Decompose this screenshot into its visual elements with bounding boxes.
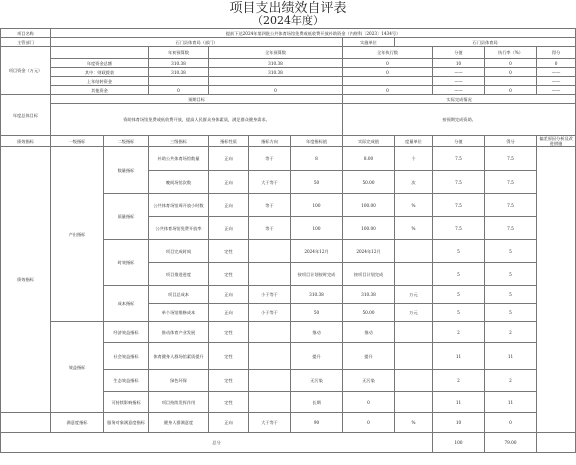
ind-unit	[395, 240, 433, 263]
ind-target: 50	[291, 171, 343, 194]
ind-actual: 按项目计划完成	[343, 263, 395, 286]
ind-weight: 5	[433, 304, 485, 322]
ind-l2-quality: 质量指标	[104, 194, 149, 240]
ind-score: 11	[485, 392, 537, 413]
indicator-row	[1, 413, 576, 433]
ind-actual: 50.00	[343, 304, 395, 322]
funds-weight: ——	[433, 77, 485, 86]
total-weight: 100	[433, 433, 485, 453]
ind-nature: 定性	[209, 240, 249, 263]
ind-score: 11	[485, 343, 537, 370]
funds-header-weight: 分值	[433, 47, 485, 59]
total-label: 总分	[1, 433, 433, 453]
ind-score: 5	[485, 304, 537, 322]
ind-weight: 5	[433, 240, 485, 263]
project-name-label: 项目名称	[1, 29, 51, 38]
ind-unit: 个	[395, 147, 433, 171]
impl-value: 石门县体育局	[395, 38, 576, 47]
ind-unit: %	[395, 194, 433, 217]
ind-l2-cost: 成本指标	[104, 286, 149, 322]
indicator-row	[1, 147, 576, 171]
goals-actual-text: 按预期完成资助。	[343, 104, 576, 136]
ind-unit	[395, 370, 433, 392]
ind-direction: 等于	[249, 147, 291, 171]
ind-direction: 等于	[249, 194, 291, 217]
ind-l1-output: 产出指标	[51, 147, 104, 322]
ind-unit: 万元	[395, 286, 433, 304]
ind-l2-ecological: 生态效益指标	[104, 370, 149, 392]
ind-l3: 健身人群满意度	[149, 413, 209, 433]
ind-unit	[395, 392, 433, 413]
ind-weight: 2	[433, 322, 485, 343]
ind-target: 50	[291, 304, 343, 322]
funds-executed	[343, 77, 433, 86]
funds-budget-full: 0	[209, 86, 343, 95]
ind-weight: 11	[433, 343, 485, 370]
ind-weight: 11	[433, 392, 485, 413]
ind-l1-satisfaction: 满意度指标	[51, 413, 104, 433]
ind-nature: 定性	[209, 322, 249, 343]
ind-nature: 正向	[209, 413, 249, 433]
ind-nature: 定性	[209, 370, 249, 392]
page-title: 项目支出绩效自评表	[229, 1, 347, 16]
funds-row-label: 年度资金总额	[51, 59, 149, 68]
ind-l3: 绿色环保	[149, 370, 209, 392]
funds-row-total	[1, 59, 576, 68]
ind-direction: 等于	[249, 217, 291, 240]
total-score: 79.00	[485, 433, 537, 453]
ind-unit: 万元	[395, 304, 433, 322]
funds-rate: 0	[485, 59, 537, 68]
ind-header: 年度指标值	[291, 136, 343, 147]
ind-weight: 5	[433, 263, 485, 286]
ind-l2-social: 社会效益指标	[104, 343, 149, 370]
ind-unit: 次	[395, 171, 433, 194]
ind-direction	[249, 263, 291, 286]
ind-score: 7.5	[485, 147, 537, 171]
ind-header: 偏差原因分析及改进措施	[537, 136, 576, 147]
ind-weight: 10	[433, 413, 485, 433]
ind-score: 5	[485, 263, 537, 286]
ind-score: 7.5	[485, 217, 537, 240]
ind-actual: 0	[343, 413, 395, 433]
ind-score: 7.5	[485, 194, 537, 217]
ind-actual: 0	[343, 392, 395, 413]
ind-header: 分值	[433, 136, 485, 147]
ind-direction	[249, 343, 291, 370]
total-note	[537, 433, 576, 453]
ind-l1-benefit: 效益指标	[51, 322, 104, 413]
ind-weight: 7.5	[433, 147, 485, 171]
ind-header: 指标方向	[249, 136, 291, 147]
ind-l3: 推动体育产业发展	[149, 322, 209, 343]
funds-rate	[485, 77, 537, 86]
department-row	[1, 38, 576, 47]
funds-budget-begin: 310.38	[149, 59, 209, 68]
project-name-row	[1, 29, 576, 38]
funds-budget-full: 310.38	[209, 68, 343, 77]
funds-header-budget-full: 全年预算数	[209, 47, 343, 59]
funds-header-rate: 执行率（%）	[485, 47, 537, 59]
page-subtitle-year: （2024年度）	[252, 14, 324, 27]
ind-level0-blank	[1, 413, 51, 433]
ind-unit	[395, 322, 433, 343]
funds-section-label: 项目资金（万元）	[1, 47, 51, 95]
ind-nature: 正向	[209, 217, 249, 240]
ind-header: 绩效指标	[1, 136, 51, 147]
ind-direction	[249, 392, 291, 413]
ind-l2-service: 服务对象满意度指标	[104, 413, 149, 433]
funds-header-row	[1, 47, 576, 59]
ind-l3: 晚间场馆次数	[149, 171, 209, 194]
funds-budget-full: 310.38	[209, 59, 343, 68]
ind-actual: 100.00	[343, 217, 395, 240]
ind-l3: 项目总成本	[149, 286, 209, 304]
ind-direction: 大于等于	[249, 413, 291, 433]
ind-l2-sustainable: 可持续影响指标	[104, 392, 149, 413]
funds-score: ——	[537, 68, 576, 77]
goals-planned-text: 资助体育场馆免费或低收费开放，提高人民群众身体素质，满足群众健身需求。	[51, 104, 343, 136]
ind-unit: %	[395, 217, 433, 240]
total-row	[1, 433, 576, 453]
ind-target: 提升	[291, 343, 343, 370]
ind-weight: 2	[433, 370, 485, 392]
ind-header: 指标性质	[209, 136, 249, 147]
ind-unit	[395, 263, 433, 286]
funds-executed: 0	[343, 59, 433, 68]
ind-direction: 小于等于	[249, 286, 291, 304]
funds-executed: 0	[343, 68, 433, 77]
funds-rate: 0	[485, 86, 537, 95]
ind-note	[537, 147, 576, 433]
ind-actual: 推动	[343, 322, 395, 343]
ind-header: 一级指标	[51, 136, 104, 147]
goals-section-label: 年度总体目标	[1, 95, 51, 136]
ind-header: 实际完成值	[343, 136, 395, 147]
funds-rate: 0	[485, 68, 537, 77]
ind-direction: 大于等于	[249, 171, 291, 194]
ind-actual: 100.00	[343, 194, 395, 217]
funds-budget-begin: 0	[149, 86, 209, 95]
ind-actual: 提升	[343, 343, 395, 370]
funds-header-blank	[51, 47, 149, 59]
ind-target: 8	[291, 147, 343, 171]
ind-weight: 7.5	[433, 217, 485, 240]
ind-nature: 定性	[209, 263, 249, 286]
ind-score: 2	[485, 322, 537, 343]
ind-score: 5	[485, 240, 537, 263]
indicator-header-row	[1, 136, 576, 147]
ind-header: 三级指标	[149, 136, 209, 147]
ind-unit: %	[395, 413, 433, 433]
ind-actual: 2024年12月	[343, 240, 395, 263]
ind-direction	[249, 322, 291, 343]
ind-level0-label: 绩效指标	[1, 147, 51, 413]
ind-l2-quantity: 数量指标	[104, 147, 149, 194]
funds-header-executed: 全年执行数	[343, 47, 433, 59]
funds-header-score: 得分	[537, 47, 576, 59]
ind-unit	[395, 343, 433, 370]
goals-planned-header: 预期目标	[51, 95, 343, 104]
ind-l3: 公共体育场馆免费开放率	[149, 217, 209, 240]
ind-weight: 7.5	[433, 194, 485, 217]
ind-score: 5	[485, 286, 537, 304]
dept-value: 石门县体育局（部门）	[51, 38, 343, 47]
indicator-row	[1, 322, 576, 343]
funds-budget-full	[209, 77, 343, 86]
goals-actual-header: 实际完成情况	[343, 95, 576, 104]
funds-row-carryover	[1, 77, 576, 86]
ind-l3: 项目推进进度	[149, 263, 209, 286]
ind-actual: 8.00	[343, 147, 395, 171]
ind-weight: 5	[433, 286, 485, 304]
ind-direction: 小于等于	[249, 304, 291, 322]
ind-target: 310.38	[291, 286, 343, 304]
ind-nature: 正向	[209, 304, 249, 322]
ind-target: 2024年12月	[291, 240, 343, 263]
ind-l3: 体育健身人群场馆素质提升	[149, 343, 209, 370]
ind-l2-timeliness: 时效指标	[104, 240, 149, 286]
ind-l3: 单个场馆维修成本	[149, 304, 209, 322]
ind-target: 100	[291, 217, 343, 240]
ind-nature: 正向	[209, 286, 249, 304]
ind-target: 推动	[291, 322, 343, 343]
funds-row-label: 上年结转资金	[51, 77, 149, 86]
dept-label: 主管部门	[1, 38, 51, 47]
funds-header-budget-begin: 年初预算数	[149, 47, 209, 59]
ind-target: 长期	[291, 392, 343, 413]
funds-budget-begin: 310.38	[149, 68, 209, 77]
ind-l2-economic: 经济效益指标	[104, 322, 149, 343]
ind-actual: 310.38	[343, 286, 395, 304]
evaluation-table	[0, 28, 576, 453]
ind-l3: 项目完成时间	[149, 240, 209, 263]
ind-l3: 项目持续发挥作用	[149, 392, 209, 413]
ind-header: 得分	[485, 136, 537, 147]
ind-nature: 定性	[209, 343, 249, 370]
funds-weight: ——	[433, 86, 485, 95]
ind-actual: 无污染	[343, 370, 395, 392]
ind-weight: 7.5	[433, 171, 485, 194]
funds-budget-begin	[149, 77, 209, 86]
funds-weight: ——	[433, 68, 485, 77]
project-name-value: 提前下达2024年第四批公共体育场馆免费或低收费开放补助资金（内财科〔2023〕1434号）	[51, 29, 576, 38]
ind-direction	[249, 370, 291, 392]
ind-target: 90	[291, 413, 343, 433]
ind-target: 无污染	[291, 370, 343, 392]
impl-label: 实施单位	[343, 38, 395, 47]
ind-nature: 正向	[209, 147, 249, 171]
ind-target: 按项目计划按时完成	[291, 263, 343, 286]
ind-score: 7.5	[485, 171, 537, 194]
ind-nature: 定性	[209, 392, 249, 413]
ind-score: 0	[485, 413, 537, 433]
funds-row-fiscal	[1, 68, 576, 77]
ind-score: 2	[485, 370, 537, 392]
ind-actual: 50.00	[343, 171, 395, 194]
funds-score: ——	[537, 77, 576, 86]
ind-l3: 公共体育场馆周开放小时数	[149, 194, 209, 217]
funds-row-other	[1, 86, 576, 95]
ind-header: 二级指标	[104, 136, 149, 147]
funds-score: ——	[537, 86, 576, 95]
funds-row-label: 其他资金	[51, 86, 149, 95]
goals-content-row	[1, 104, 576, 136]
funds-row-label: 其中：财政拨款	[51, 68, 149, 77]
funds-score: 0	[537, 59, 576, 68]
ind-l3: 补助公共体育场馆数量	[149, 147, 209, 171]
ind-target: 100	[291, 194, 343, 217]
ind-direction	[249, 240, 291, 263]
goals-header-row	[1, 95, 576, 104]
ind-nature: 正向	[209, 171, 249, 194]
ind-nature: 正向	[209, 194, 249, 217]
ind-header: 度量单位	[395, 136, 433, 147]
funds-executed: 0	[343, 86, 433, 95]
funds-weight: 10	[433, 59, 485, 68]
